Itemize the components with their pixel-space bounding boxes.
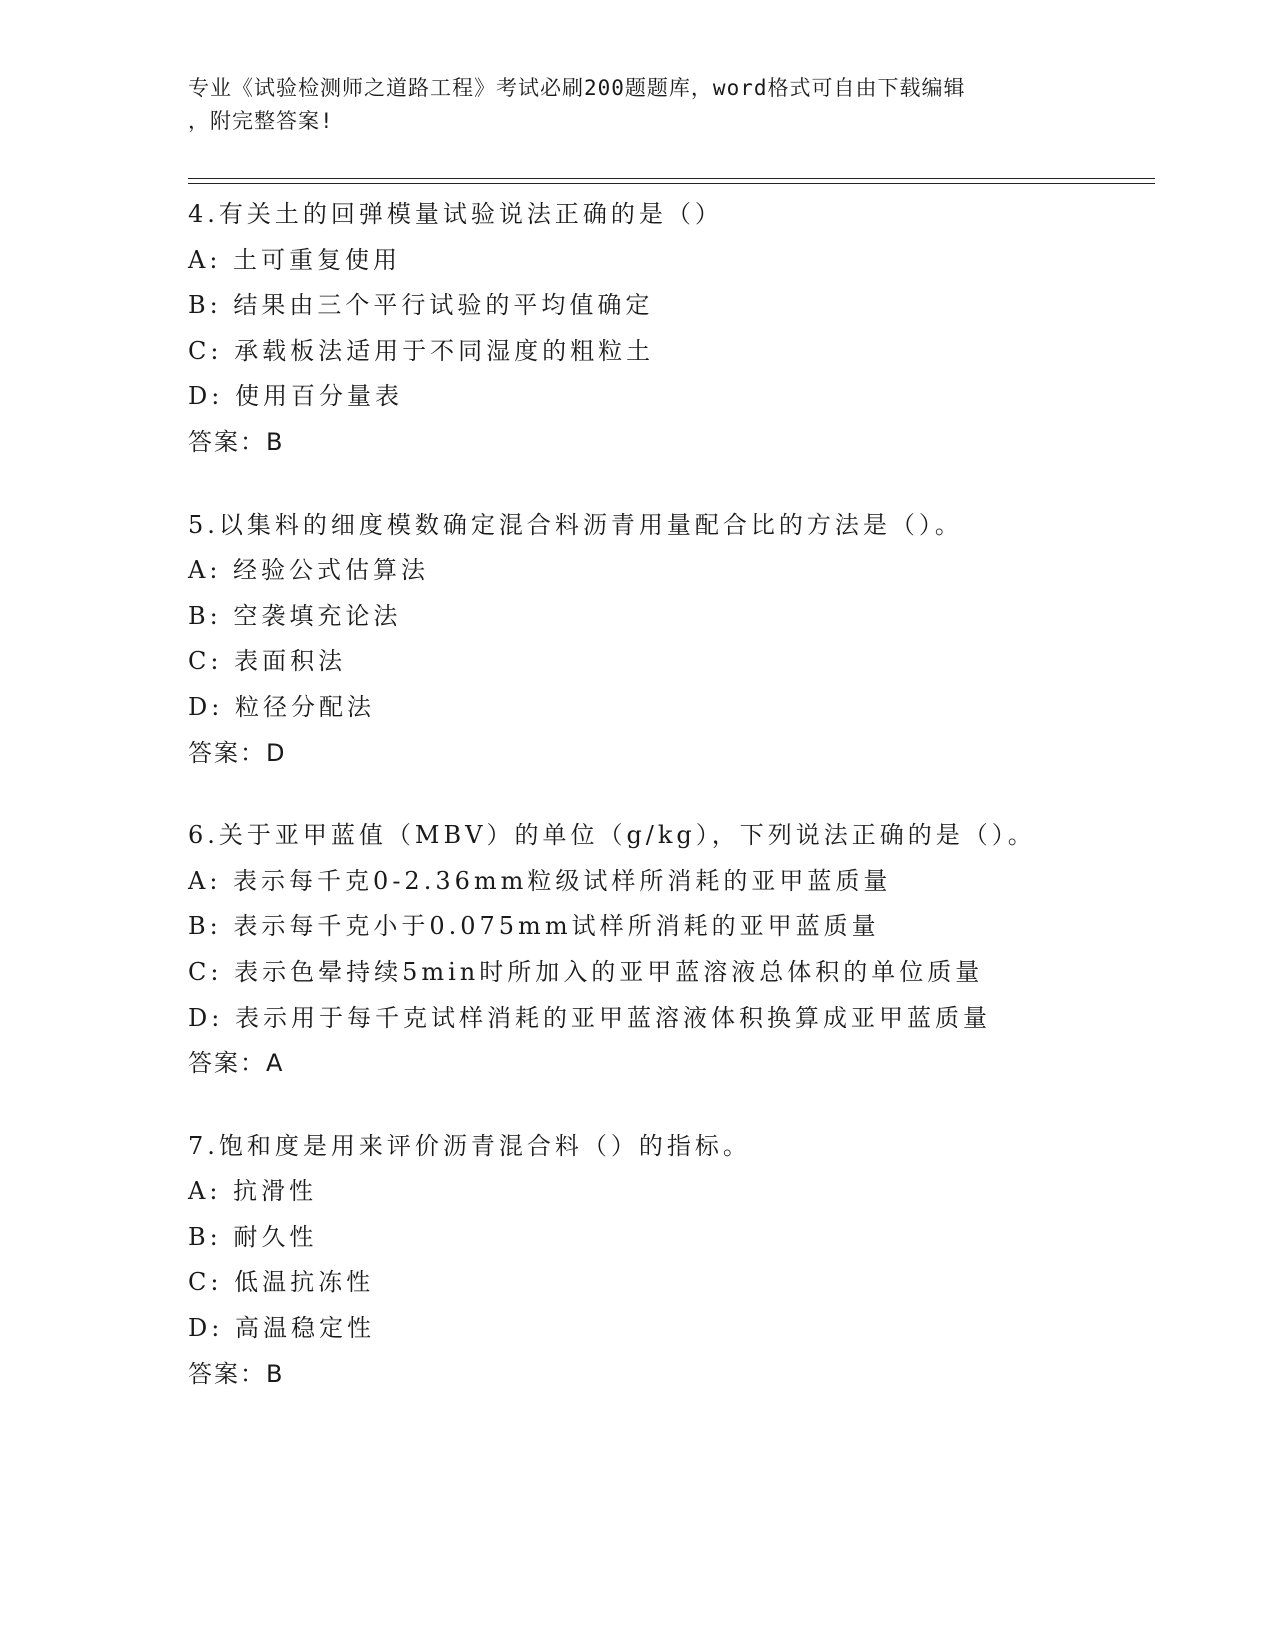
question-5 bbox=[188, 503, 1148, 777]
option-d: D: 高温稳定性 bbox=[188, 1314, 375, 1343]
question-stem: 4.有关土的回弹模量试验说法正确的是（） bbox=[188, 200, 723, 228]
answer: 答案：B bbox=[188, 427, 285, 456]
answer: 答案：D bbox=[188, 738, 287, 767]
option-c: C: 承载板法适用于不同湿度的粗粒土 bbox=[188, 336, 655, 365]
option-a: A: 经验公式估算法 bbox=[188, 556, 430, 585]
option-b: B: 空袭填充论法 bbox=[188, 601, 402, 630]
question-stem: 7.饱和度是用来评价沥青混合料（）的指标。 bbox=[188, 1131, 751, 1160]
question-stem: 5.以集料的细度模数确定混合料沥青用量配合比的方法是（）。 bbox=[188, 510, 963, 539]
option-c: C: 低温抗冻性 bbox=[188, 1268, 375, 1297]
answer: 答案：A bbox=[188, 1049, 285, 1078]
answer: 答案：B bbox=[188, 1359, 285, 1388]
question-list bbox=[188, 192, 1148, 1434]
option-b: B: 结果由三个平行试验的平均值确定 bbox=[188, 291, 654, 320]
document-header bbox=[188, 72, 1068, 138]
option-a: A: 表示每千克0-2.36mm粒级试样所消耗的亚甲蓝质量 bbox=[188, 866, 892, 895]
header-line-1: 专业《试验检测师之道路工程》考试必刷200题题库，word格式可自由下载编辑 bbox=[188, 76, 966, 100]
option-a: A: 土可重复使用 bbox=[188, 245, 402, 274]
option-c: C: 表面积法 bbox=[188, 647, 347, 676]
question-7 bbox=[188, 1124, 1148, 1398]
option-b: B: 耐久性 bbox=[188, 1222, 318, 1251]
option-b: B: 表示每千克小于0.075mm试样所消耗的亚甲蓝质量 bbox=[188, 912, 880, 941]
question-6 bbox=[188, 813, 1148, 1087]
header-divider bbox=[188, 178, 1155, 184]
option-c: C: 表示色晕持续5min时所加入的亚甲蓝溶液总体积的单位质量 bbox=[188, 957, 984, 986]
question-4 bbox=[188, 192, 1148, 466]
option-d: D: 表示用于每千克试样消耗的亚甲蓝溶液体积换算成亚甲蓝质量 bbox=[188, 1003, 991, 1032]
option-d: D: 粒径分配法 bbox=[188, 692, 375, 721]
header-line-2: ，附完整答案! bbox=[188, 109, 334, 133]
option-a: A: 抗滑性 bbox=[188, 1177, 318, 1206]
question-stem: 6.关于亚甲蓝值（MBV）的单位（g/kg），下列说法正确的是（）。 bbox=[188, 821, 1036, 850]
option-d: D: 使用百分量表 bbox=[188, 382, 403, 411]
